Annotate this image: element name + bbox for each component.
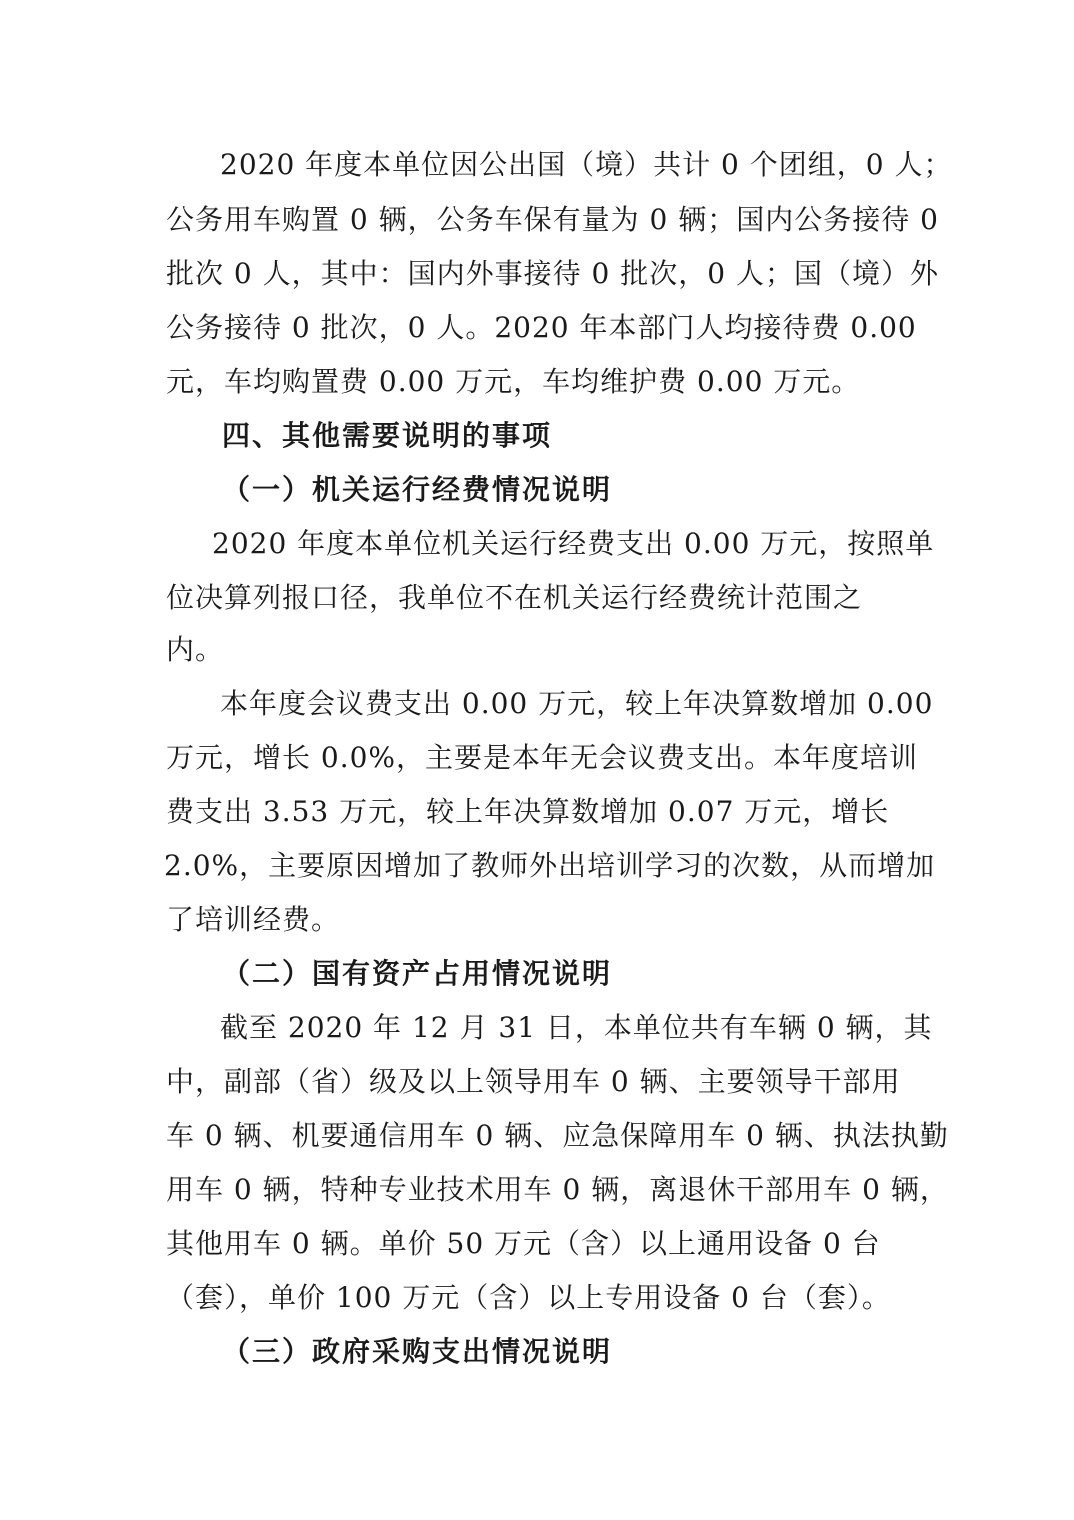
- paragraph-line: 2020 年度本单位机关运行经费支出 0.00 万元，按照单: [212, 527, 935, 560]
- paragraph-line: 批次 0 人，其中：国内外事接待 0 批次，0 人；国（境）外: [166, 257, 939, 290]
- paragraph-line: 截至 2020 年 12 月 31 日，本单位共有车辆 0 辆，其: [220, 1011, 933, 1044]
- paragraph-line: 本年度会议费支出 0.00 万元，较上年决算数增加 0.00: [220, 687, 934, 720]
- paragraph-line: 万元，增长 0.0%，主要是本年无会议费支出。本年度培训: [166, 741, 919, 774]
- paragraph-line: 2.0%，主要原因增加了教师外出培训学习的次数，从而增加: [164, 849, 936, 882]
- section-heading: 四、其他需要说明的事项: [222, 419, 553, 452]
- subsection-heading: （三）政府采购支出情况说明: [222, 1335, 613, 1368]
- paragraph-line: 2020 年度本单位因公出国（境）共计 0 个团组，0 人；: [220, 148, 953, 181]
- paragraph-line: 中，副部（省）级及以上领导用车 0 辆、主要领导干部用: [166, 1065, 901, 1098]
- paragraph-line: 公务用车购置 0 辆，公务车保有量为 0 辆；国内公务接待 0: [166, 203, 939, 236]
- subsection-heading: （一）机关运行经费情况说明: [222, 473, 613, 506]
- paragraph-line: 公务接待 0 批次，0 人。2020 年本部门人均接待费 0.00: [166, 311, 917, 344]
- subsection-heading: （二）国有资产占用情况说明: [222, 957, 613, 990]
- paragraph-line: 用车 0 辆，特种专业技术用车 0 辆，离退休干部用车 0 辆，: [166, 1173, 949, 1206]
- paragraph-line: 其他用车 0 辆。单价 50 万元（含）以上通用设备 0 台: [166, 1227, 881, 1260]
- paragraph-line: 元，车均购置费 0.00 万元，车均维护费 0.00 万元。: [166, 365, 861, 398]
- paragraph-line: 位决算列报口径，我单位不在机关运行经费统计范围之: [166, 581, 863, 614]
- paragraph-line: （套），单价 100 万元（含）以上专用设备 0 台（套）。: [166, 1281, 891, 1314]
- paragraph-line: 了培训经费。: [166, 903, 341, 936]
- paragraph-line: 费支出 3.53 万元，较上年决算数增加 0.07 万元，增长: [166, 795, 890, 828]
- paragraph-line: 内。: [166, 633, 225, 666]
- paragraph-line: 车 0 辆、机要通信用车 0 辆、应急保障用车 0 辆、执法执勤: [166, 1119, 949, 1152]
